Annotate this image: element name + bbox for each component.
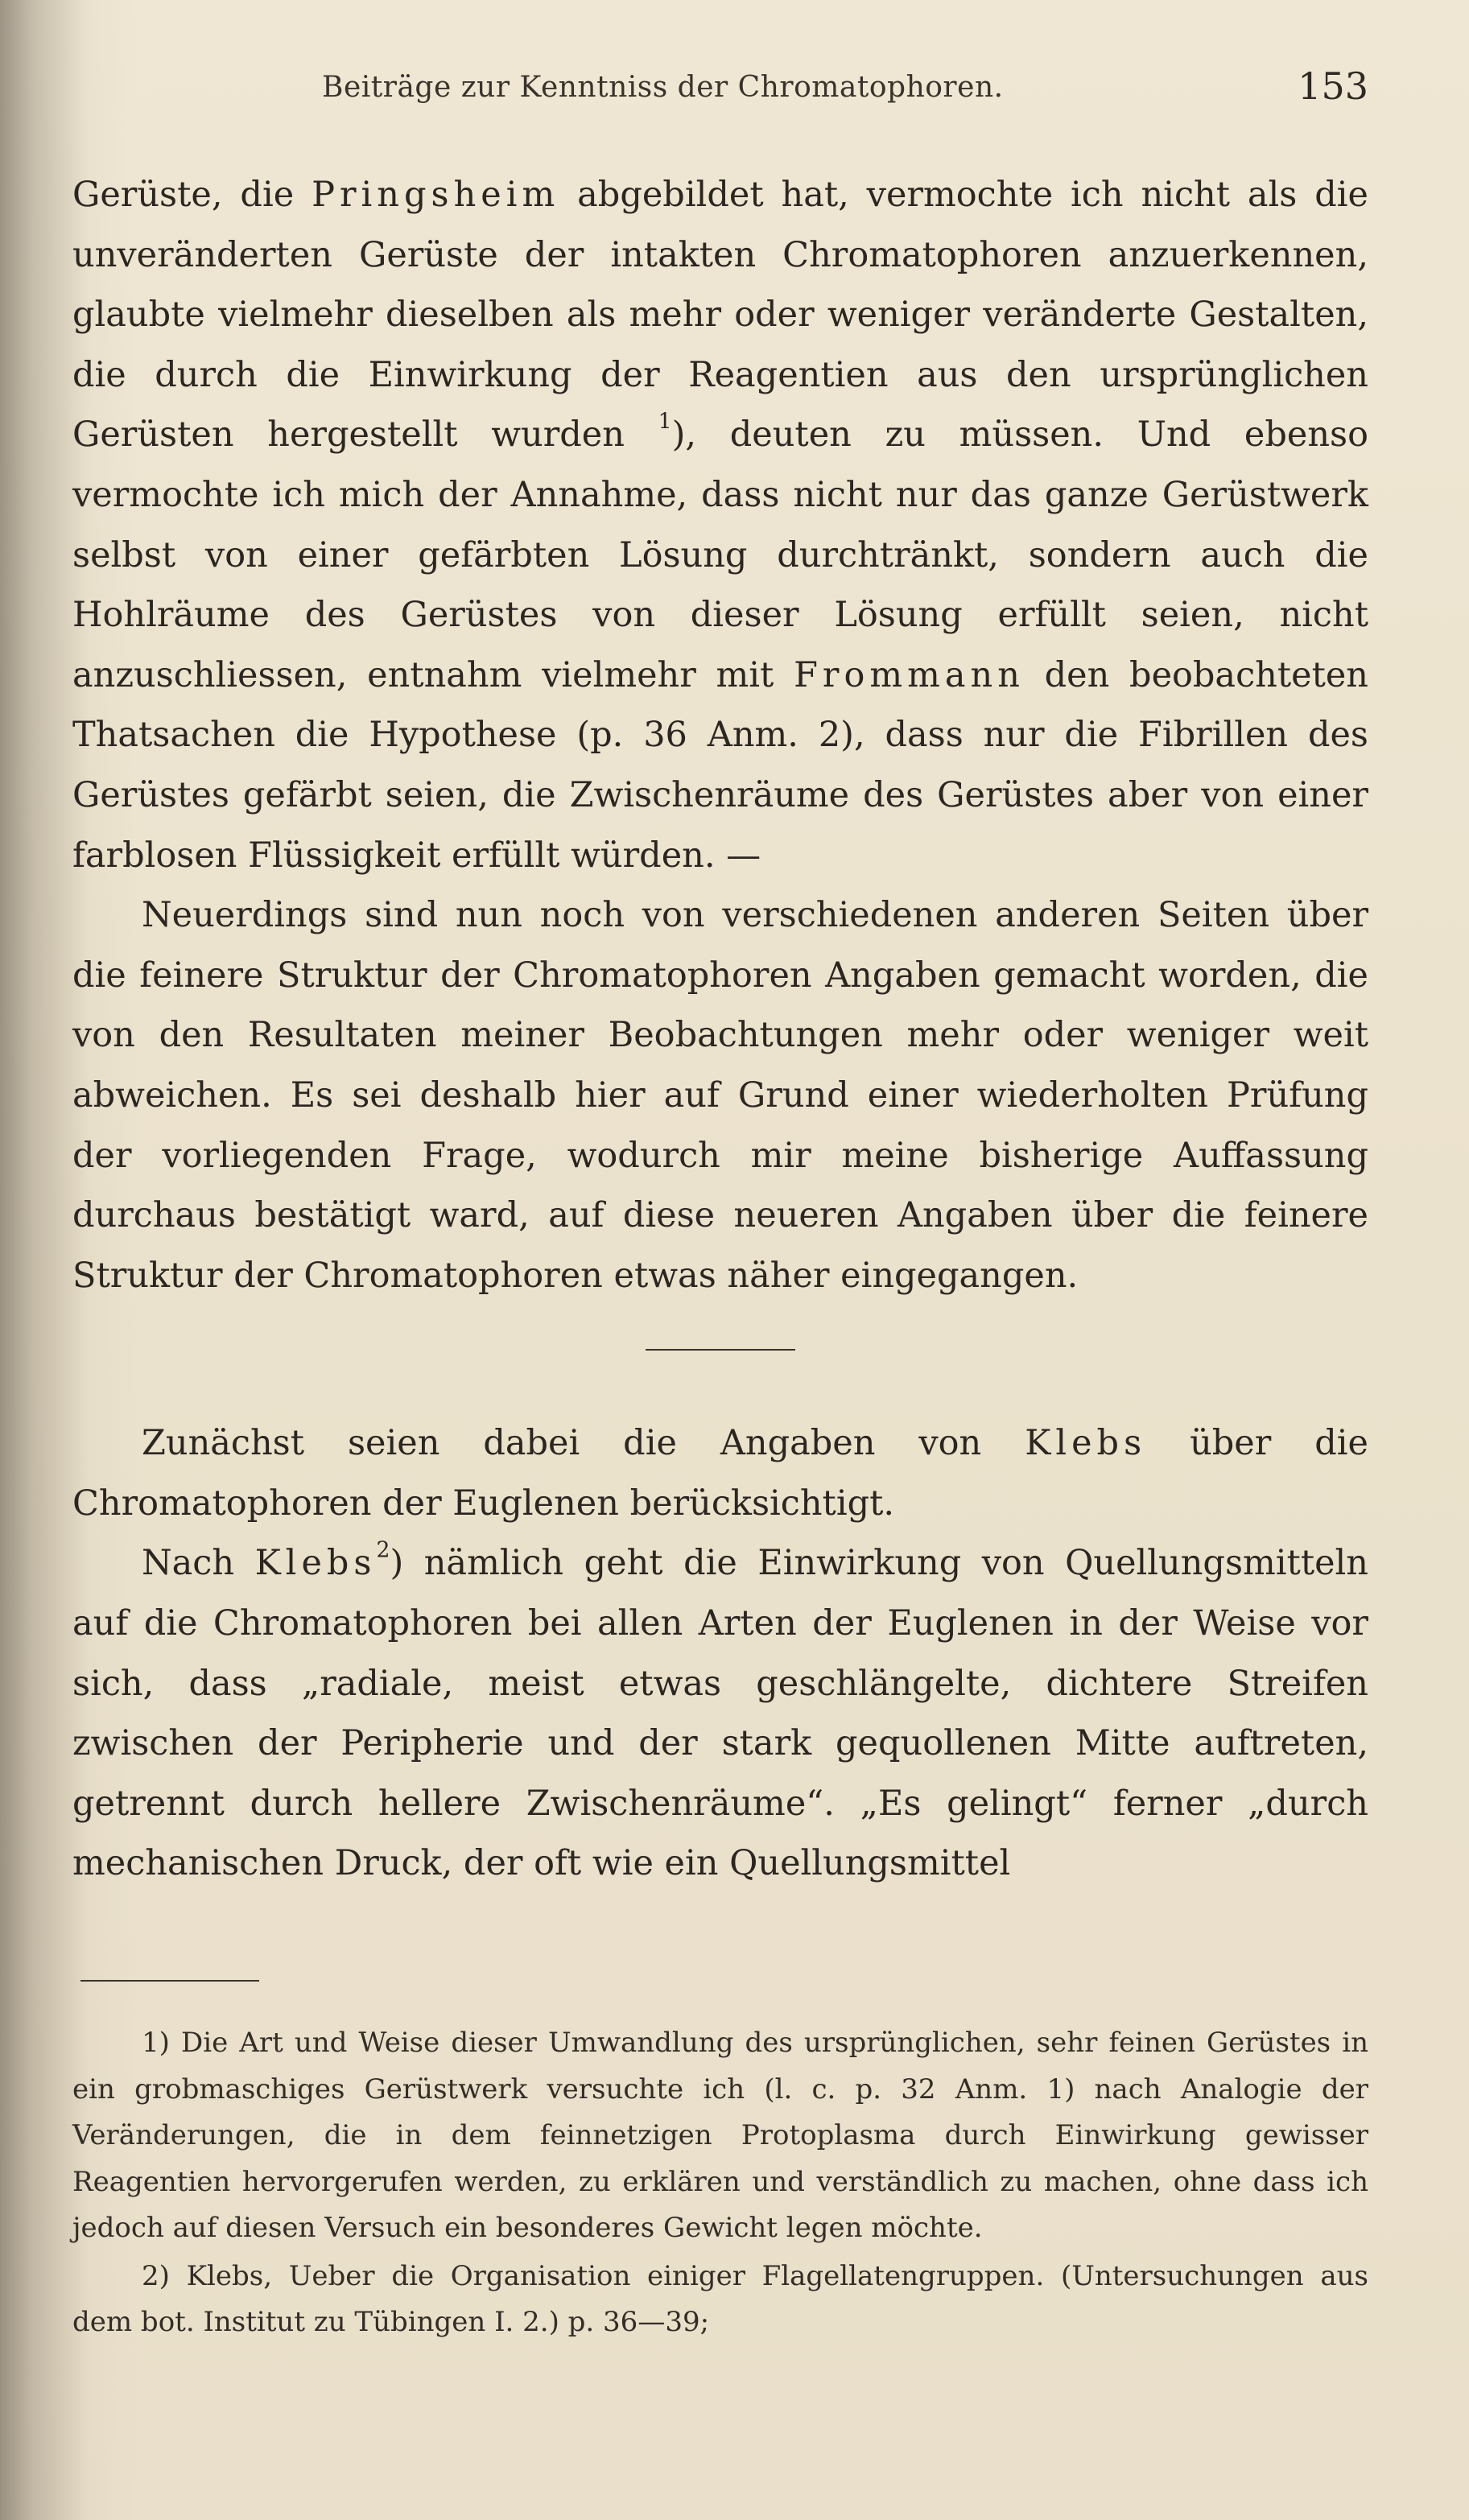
footnote-ref-2[interactable]: 2 [376, 1538, 390, 1564]
footnote-divider [80, 1980, 259, 1982]
section-divider [646, 1349, 795, 1351]
main-text [72, 165, 1368, 1894]
footnote-1: 1) Die Art und Weise dieser Umwandlung des ursprünglichen, sehr feinen Gerüstes in ein grobmaschiges Gerüstwerk versuchte ich (l. c. p. 32 Anm. 1) nach Analogie der Veränderungen, die in dem feinnetzigen Protoplasma durch Einwirkung gewisser Reagentien hervorgerufen werden, zu erklären und verständlich zu machen, ohne dass ich jedoch auf diesen Versuch ein besonderes Gewicht legen möchte. [72, 2027, 1368, 2244]
paragraph-3: Zunächst seien dabei die Angaben von Klebs über die Chromatophoren der Euglenen berücksichtigt. [72, 1423, 1368, 1524]
page-header [72, 64, 1368, 121]
page-number: 153 [1298, 64, 1368, 108]
running-title: Beiträge zur Kenntniss der Chromatophoren. [322, 71, 1004, 104]
footnote-ref-1[interactable]: 1 [658, 410, 672, 435]
author-name-pringsheim: Pringsheim [312, 175, 560, 215]
author-name-klebs: Klebs [1025, 1423, 1147, 1464]
footnotes [72, 2020, 1368, 2348]
footnote-2: 2) Klebs, Ueber die Organisation einiger Flagellatengruppen. (Untersuchungen aus dem bot. Institut zu Tübingen I. 2.) p. 36—39; [72, 2259, 1368, 2338]
paragraph-1: Gerüste, die Pringsheim abgebildet hat, vermochte ich nicht als die unveränderten Gerüste der intakten Chromatophoren anzuerkennen, glaubte vielmehr dieselben als mehr oder weniger veränderte Gestalten, die durch die Einwirkung der Reagentien aus den ursprünglichen Gerüsten hergestellt wurden $^1$), deuten zu müssen. Und ebenso vermochte ich mich der Annahme, dass nicht nur das ganze Gerüstwerk selbst von einer gefärbten Lösung durchtränkt, sondern auch die Hohlräume des Gerüstes von dieser Lösung erfüllt seien, nicht anzuschliessen, entnahm vielmehr mit Frommann den beobachteten Thatsachen die Hypothese (p. 36 Anm. 2), dass nur die Fibrillen des Gerüstes gefärbt seien, die Zwischenräume des Gerüstes aber von einer farblosen Flüssigkeit erfüllt würden. — [72, 175, 1368, 876]
paragraph-4: Nach Klebs$^2$) nämlich geht die Einwirkung von Quellungsmitteln auf die Chromatophoren bei allen Arten der Euglenen in der Weise vor sich, dass „radiale, meist etwas geschlängelte, dichtere Streifen zwischen der Peripherie und der stark gequollenen Mitte auftreten, getrennt durch hellere Zwischenräume“. „Es gelingt“ ferner „durch mechanischen Druck, der oft wie ein Quellungsmittel [72, 1538, 1368, 1884]
paragraph-2: Neuerdings sind nun noch von verschiedenen anderen Seiten über die feinere Struktur der Chromatophoren Angaben gemacht worden, die von den Resultaten meiner Beobachtungen mehr oder weniger weit abweichen. Es sei deshalb hier auf Grund einer wiederholten Prüfung der vorliegenden Frage, wodurch mir meine bisherige Auffassung durchaus bestätigt ward, auf diese neueren Angaben über die feinere Struktur der Chromatophoren etwas näher eingegangen. [72, 895, 1368, 1296]
author-name-frommann: Frommann [794, 654, 1025, 695]
author-name-klebs-2: Klebs [254, 1543, 377, 1584]
